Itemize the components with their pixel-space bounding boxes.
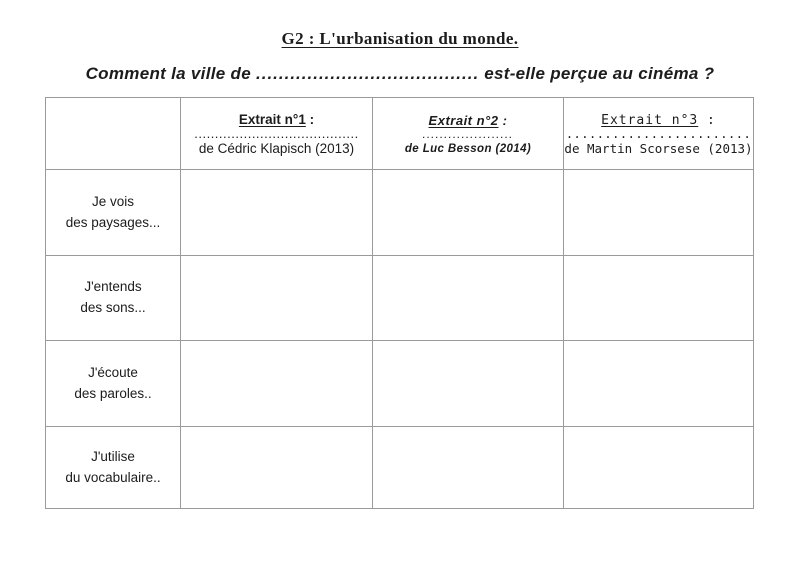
extrait-1-author: de Cédric Klapisch (2013)	[198, 141, 355, 156]
header-content	[373, 106, 563, 161]
table-row	[46, 170, 754, 256]
row-header-jutilise: J'utilise du vocabulaire..	[46, 427, 181, 509]
row-header-jentends: J'entends des sons...	[46, 256, 181, 341]
question-line	[0, 64, 800, 84]
header-content	[564, 106, 753, 162]
answer-cell	[181, 427, 373, 509]
extrait-3-title: Extrait n°3 :	[601, 112, 716, 128]
answer-cell	[181, 256, 373, 341]
column-header-extrait-3	[564, 98, 754, 170]
answer-cell	[181, 170, 373, 256]
extrait-1-title: Extrait n°1 :	[238, 112, 315, 127]
answer-cell	[373, 256, 564, 341]
answer-cell	[373, 170, 564, 256]
extrait-2-dotted-blank: .....................	[422, 127, 514, 141]
table-row	[46, 256, 754, 341]
answer-cell	[564, 170, 754, 256]
column-header-extrait-2	[373, 98, 564, 170]
worksheet-table	[45, 97, 754, 509]
table-row	[46, 341, 754, 427]
answer-cell	[373, 427, 564, 509]
header-content	[181, 105, 372, 162]
extrait-2-author: de Luc Besson (2014)	[404, 143, 532, 155]
row-header-jecoute: J'écoute des paroles..	[46, 341, 181, 427]
question-dotted-blank: .......................................	[256, 64, 480, 83]
corner-cell	[46, 98, 181, 170]
extrait-1-dotted-blank: ........................................	[194, 126, 359, 141]
extrait-2-title: Extrait n°2 :	[428, 113, 508, 128]
answer-cell	[373, 341, 564, 427]
column-header-extrait-1	[181, 98, 373, 170]
answer-cell	[181, 341, 373, 427]
answer-cell	[564, 256, 754, 341]
question-suffix: est-elle perçue au cinéma ?	[479, 64, 715, 83]
table-row	[46, 427, 754, 509]
extrait-3-dotted-blank: ........................	[565, 126, 752, 141]
header-row	[46, 98, 754, 170]
question-prefix: Comment la ville de	[85, 64, 256, 83]
answer-cell	[564, 427, 754, 509]
extrait-3-author: de Martin Scorsese (2013)	[564, 140, 753, 156]
row-header-je-vois: Je vois des paysages...	[46, 170, 181, 256]
page-title: G2 : L'urbanisation du monde.	[281, 29, 519, 48]
answer-cell	[564, 341, 754, 427]
